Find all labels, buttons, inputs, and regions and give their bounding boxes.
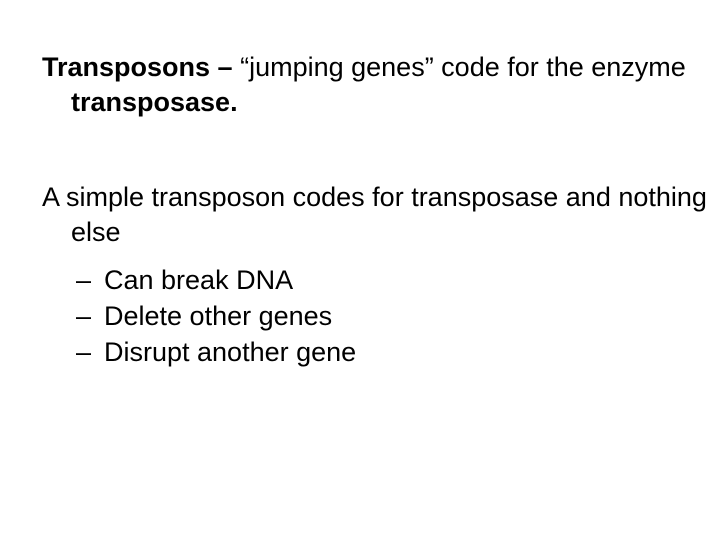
dash-bullet: – [76,337,92,367]
effects-list [76,263,676,371]
list-item-text: Can break DNA [104,265,294,295]
term-separator: – [210,52,241,82]
dash-bullet: – [76,301,92,331]
enzyme-name: transposase. [71,87,238,117]
simple-transposon-statement: A simple transposon codes for transposase and nothing else [42,182,707,247]
list-item [76,299,676,335]
definition-text: “jumping genes” code for the enzyme [240,52,686,82]
list-item-text: Disrupt another gene [104,337,357,367]
list-item [76,335,676,371]
term-transposons: Transposons [42,52,211,82]
dash-bullet: – [76,265,92,295]
list-item-text: Delete other genes [104,301,333,331]
transposons-definition [42,50,711,120]
list-item [76,263,676,299]
